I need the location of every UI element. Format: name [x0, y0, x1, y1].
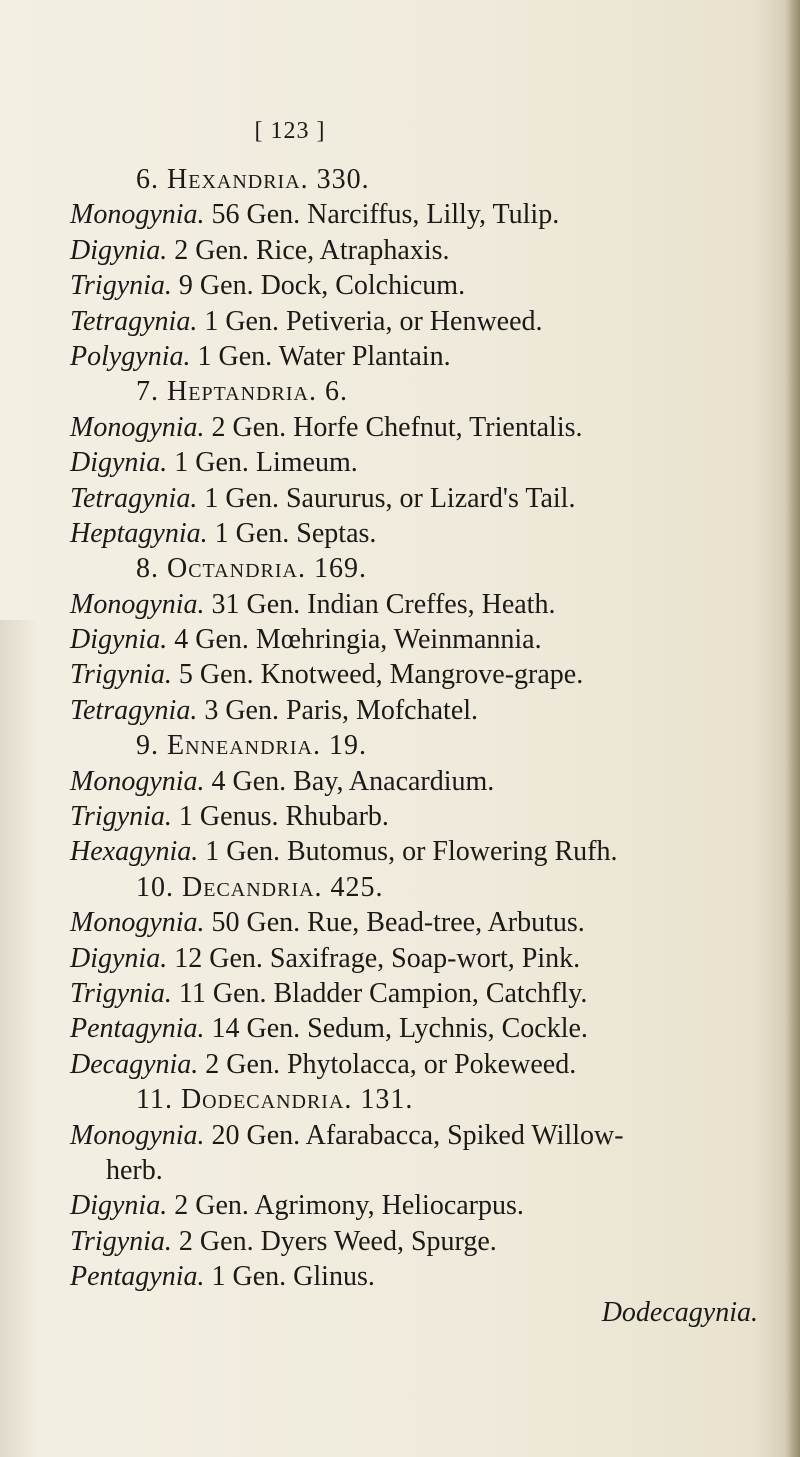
order-entry: [70, 799, 770, 834]
genera-description: 2 Gen. Phytolacca, or Pokeweed.: [205, 1048, 577, 1080]
order-name: Monogynia.: [70, 765, 205, 797]
order-name: Digynia.: [70, 1190, 168, 1222]
order-entry: [70, 481, 770, 516]
genera-description: 1 Genus. Rhubarb.: [178, 801, 389, 833]
order-name: Trigynia.: [70, 659, 172, 691]
order-entry: [70, 1047, 770, 1082]
order-entry: [70, 304, 770, 339]
order-entry: [70, 233, 770, 268]
order-entry: [70, 587, 770, 622]
genera-description: 4 Gen. Mœhringia, Weinmannia.: [174, 624, 542, 656]
class-heading: 8. Octandria. 169.: [136, 553, 367, 585]
order-name: Monogynia.: [70, 411, 205, 443]
genera-description: 1 Gen. Water Plantain.: [197, 340, 451, 372]
genera-description: 11 Gen. Bladder Campion, Catchfly.: [178, 977, 588, 1009]
genera-description: 1 Gen. Limeum.: [174, 447, 358, 479]
order-entry: [70, 1259, 770, 1294]
order-name: Heptagynia.: [70, 517, 208, 549]
order-name: Pentagynia.: [70, 1261, 205, 1293]
order-name: Trigynia.: [70, 977, 172, 1009]
order-name: Monogynia.: [70, 1119, 205, 1151]
order-entry: [70, 197, 770, 232]
genera-description: 50 Gen. Rue, Bead-tree, Arbutus.: [211, 907, 585, 939]
order-name: Digynia.: [70, 234, 168, 266]
order-name: Monogynia.: [70, 199, 205, 231]
order-entry: [70, 268, 770, 303]
order-entry: [70, 657, 770, 692]
order-name: Digynia.: [70, 624, 168, 656]
page-edge: [786, 0, 800, 1457]
order-name: Polygynia.: [70, 340, 191, 372]
genera-description: 56 Gen. Narciffus, Lilly, Tulip.: [211, 199, 560, 231]
order-entry: [70, 976, 770, 1011]
order-entry: [70, 1224, 770, 1259]
genera-description: 3 Gen. Paris, Mofchatel.: [204, 694, 479, 726]
order-name: Trigynia.: [70, 801, 172, 833]
order-name: Trigynia.: [70, 270, 172, 302]
page-number: [ 123 ]: [254, 118, 326, 144]
genera-description: 2 Gen. Horfe Chefnut, Trientalis.: [211, 411, 583, 443]
order-entry: [70, 834, 770, 869]
order-name: Monogynia.: [70, 907, 205, 939]
genera-description: 2 Gen. Agrimony, Heliocarpus.: [174, 1190, 524, 1222]
order-name: Trigynia.: [70, 1225, 172, 1257]
genera-description: 1 Gen. Glinus.: [211, 1261, 375, 1293]
class-heading: 11. Dodecandria. 131.: [136, 1084, 414, 1116]
genera-description: 1 Gen. Butomus, or Flowering Rufh.: [205, 836, 618, 868]
genera-description: 1 Gen. Petiveria, or Henweed.: [204, 305, 543, 337]
class-heading: 9. Enneandria. 19.: [136, 730, 367, 762]
entry-continuation: herb.: [106, 1154, 163, 1186]
order-entry: [70, 1011, 770, 1046]
class-heading: 10. Decandria. 425.: [136, 871, 384, 903]
taxonomy-list: [70, 162, 770, 1330]
order-entry: [70, 410, 770, 445]
genera-description: 2 Gen. Dyers Weed, Spurge.: [178, 1225, 497, 1257]
class-heading: 7. Heptandria. 6.: [136, 376, 348, 408]
genera-description: 5 Gen. Knotweed, Mangrove-grape.: [178, 659, 584, 691]
order-entry: [70, 339, 770, 374]
genera-description: 9 Gen. Dock, Colchicum.: [178, 270, 466, 302]
genera-description: 2 Gen. Rice, Atraphaxis.: [174, 234, 450, 266]
genera-description: 31 Gen. Indian Creffes, Heath.: [211, 588, 556, 620]
order-name: Tetragynia.: [70, 305, 198, 337]
order-entry: [70, 905, 770, 940]
order-name: Tetragynia.: [70, 694, 198, 726]
page-stain: [0, 620, 40, 1457]
genera-description: 1 Gen. Septas.: [214, 517, 377, 549]
order-entry: [70, 1188, 770, 1223]
order-name: Digynia.: [70, 942, 168, 974]
order-name: Hexagynia.: [70, 836, 199, 868]
order-entry: [70, 941, 770, 976]
genera-description: 4 Gen. Bay, Anacardium.: [211, 765, 495, 797]
order-name: Decagynia.: [70, 1048, 199, 1080]
class-heading: 6. Hexandria. 330.: [136, 164, 370, 195]
order-entry: [70, 764, 770, 799]
order-name: Tetragynia.: [70, 482, 198, 514]
genera-description: 12 Gen. Saxifrage, Soap-wort, Pink.: [174, 942, 581, 974]
genera-description: 14 Gen. Sedum, Lychnis, Cockle.: [211, 1013, 588, 1045]
order-entry: [70, 445, 770, 480]
order-name: Digynia.: [70, 447, 168, 479]
genera-description: 1 Gen. Saururus, or Lizard's Tail.: [204, 482, 576, 514]
catchword: Dodecagynia.: [601, 1296, 758, 1328]
order-entry: [70, 622, 770, 657]
order-entry: [70, 516, 770, 551]
order-name: Pentagynia.: [70, 1013, 205, 1045]
order-name: Monogynia.: [70, 588, 205, 620]
order-entry: [70, 1118, 770, 1153]
genera-description: 20 Gen. Afarabacca, Spiked Willow-: [211, 1119, 624, 1151]
order-entry: [70, 693, 770, 728]
